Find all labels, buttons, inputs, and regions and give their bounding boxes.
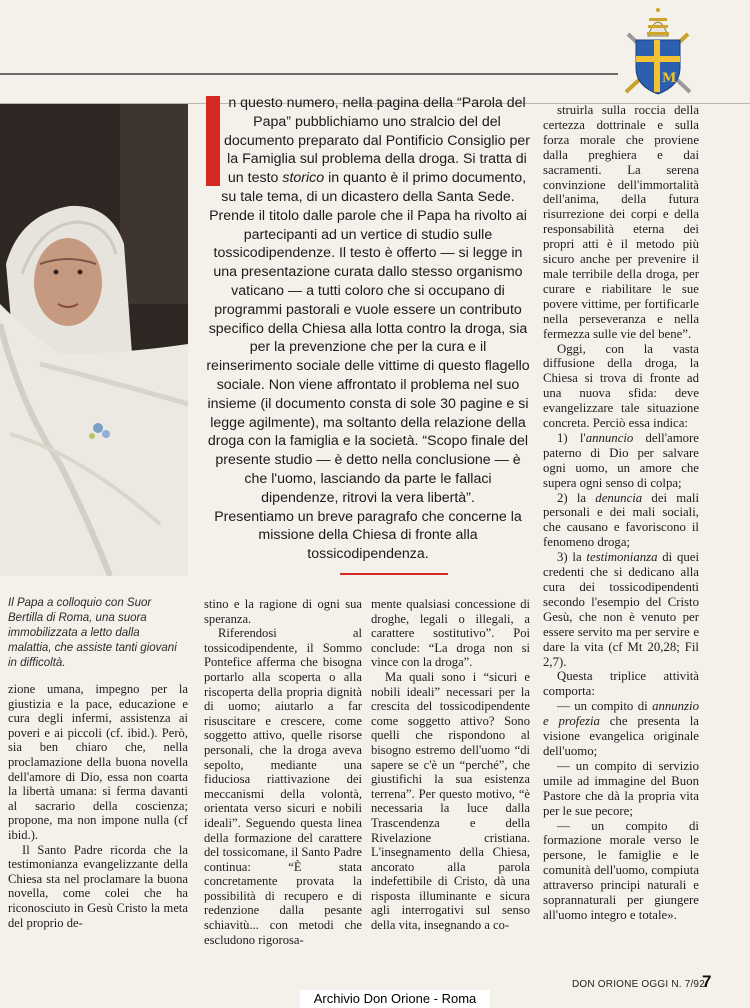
magazine-issue: DON ORIONE OGGI N. 7/92 [572,979,705,990]
paragraph: Ma quali sono i “sicuri e nobili ideali” necessari per la crescita del tossicodipendente come soggetto attivo? Sono quelli che rispondono al bisogno estremo dell'uomo “di sapere se c'è un “perché”, che giustifichi la sua esistenza terrena”. Per questo motivo, “è necessaria la luce dalla Trascendenza e della Rivelazione cristiana. L'insegnamento della Chiesa, ancorato alla parola indefettibile di Cristo, dà una risposta illuminante e sicura agli interrogativi sul senso della vita, insegnando a co- [371,669,530,933]
drop-cap-i [206,96,220,186]
archive-label: Archivio Don Orione - Roma [300,990,490,1008]
paragraph: stino e la ragione di ogni sua speranza. [204,597,362,626]
list-item: 1) l'annuncio dell'amore paterno di Dio per salvare ogni uomo, un amore che supera ogni senso di colpa; [543,430,699,490]
list-item: 3) la testimonianza di quei credenti che si dedicano alla cura dei tossicodipendenti secondo l'esempio del Cristo Gesù, che non è venuto per essere servito ma per servire e dare la vita (cf Mt 20,28; Fil 2,7). [543,550,700,669]
page-number: 7 [702,972,712,991]
intro-closing: Presentiamo un breve paragrafo che concerne la missione della Chiesa di fronte alla tossicodipendenza. [214,508,522,563]
papal-coat-of-arms-icon [620,6,696,102]
photo-illustration [0,104,188,576]
crest-letter: M [662,71,677,86]
intro-paragraph: n questo numero, nella pagina della “Parola del Papa” pubblichiamo uno stralcio del del documento preparato dal Pontificio Consiglio per la Famiglia sul problema della droga. Si tratta di un testo storico in quanto è il primo documento, su tale tema, di un dicastero della Santa Sede. Prende il titolo dalle parole che il Papa ha rivolto ai partecipanti ad un vertice di studio sulle tossicodipendenze. Il testo è offerto — si legge in una presentazione curata dallo stesso organismo vaticano — a tutti coloro che si occupano di programmi pastorali e vuole essere un contributo specifico della Chiesa alla lotta contro la droga, sia per la prevenzione che per la cura e il reinserimento sociale delle vittime di questo flagello sociale. Non viene affrontato il problema nel suo insieme (il documento consta di sole 30 pagine e si legge agilmente), ma soltanto della relazione della droga con la famiglia e la società. “Scopo finale del presente studio — è detto nella conclusione — è che l'uomo, lasciando da parte le fallaci dipendenze, ritrovi la vera libertà”. [206,95,531,506]
paragraph: Il Santo Padre ricorda che la testimonianza evangelizzante della Chiesa sta nel proclamare la buona novella, come colei che ha riconosciuto in Gesù Cristo la meta del proprio de- [8,842,188,930]
intro-divider [340,573,448,575]
intro-box [206,94,530,564]
list-item: — un compito di annunzio e profezia che presenta la visione evangelica originale dell'uomo; [543,699,699,758]
paragraph: Riferendosi al tossicodipendente, il Sommo Pontefice afferma che bisogna portarlo alla scoperta o alla riscoperta della propria dignità di uomo; aiutarlo a far risuscitare e crescere, come soggetto attivo, quelle risorse personali, che la droga aveva sepolto, mediante una fiduciosa riattivazione dei meccanismi della volontà, orientata verso sicuri e nobili ideali”. Seguendo questa linea della formazione del carattere del tossicomane, il Santo Padre continua: “È stata concretamente provata la possibilità di recupero e di redenzione dalla pesante schiavitù... con metodi che escludono rigorosa- [204,626,362,947]
photo-caption: Il Papa a colloquio con Suor Bertilla di Roma, una suora immobilizzata a letto dalla malattia, che assiste tanti giovani in difficoltà. [8,597,177,669]
paragraph: struirla sulla roccia della certezza dottrinale e sulla forza morale che proviene dalla preghiera e dai sacramenti. La serena convinzione dell'immortalità dell'anima, della futura risurrezione dei corpi e della responsabilità eterna dei propri atti è il metodo più sicuro anche per prevenire il male terribile della droga, per curare e riabilitare le sue povere vittime, per fortificarle nella perseveranza e nella fermezza sulle vie del bene”. [543,103,699,341]
paragraph: mente qualsiasi concessione di droghe, legali o illegali, a carattere sostitutivo”. Poi conclude: “La droga non si vince con la droga”. [371,597,530,670]
paragraph: Questa triplice attività comporta: [543,669,699,699]
header-rule [0,73,618,75]
article-column-1 [8,682,188,930]
list-item: — un compito di servizio umile ad immagine del Buon Pastore che dà la propria vita per le sue pecore; [543,758,699,818]
article-column-2 [204,597,362,947]
list-item: 2) la denuncia dei mali personali e dei mali sociali, che causano e favoriscono il fenomeno droga; [543,490,699,550]
paragraph: zione umana, impegno per la giustizia e la pace, educazione e cura degli infermi, assistenza ai poveri e ai piccoli (cf. ibid.). Però, sia ben chiaro che, nella proclamazione della buona novella dell'amore di Dio, essa non coarta la libertà umana: si ferma davanti al sacrario della coscienza; propone, ma non impone nulla (cf ibid.). [8,682,188,842]
nun-photo [0,104,188,576]
list-item: — un compito di formazione morale verso le persone, le famiglie e le comunità dell'uomo, compiuta attraverso principi naturali e soprannaturali per giungere all'uomo integro e totale». [543,818,699,922]
article-column-4 [543,103,699,923]
paragraph: Oggi, con la vasta diffusione della droga, la Chiesa si trova di fronte ad una nuova sfida: deve evangelizzare tale situazione concreta. Perciò essa indica: [543,341,699,431]
article-column-3 [371,597,530,933]
